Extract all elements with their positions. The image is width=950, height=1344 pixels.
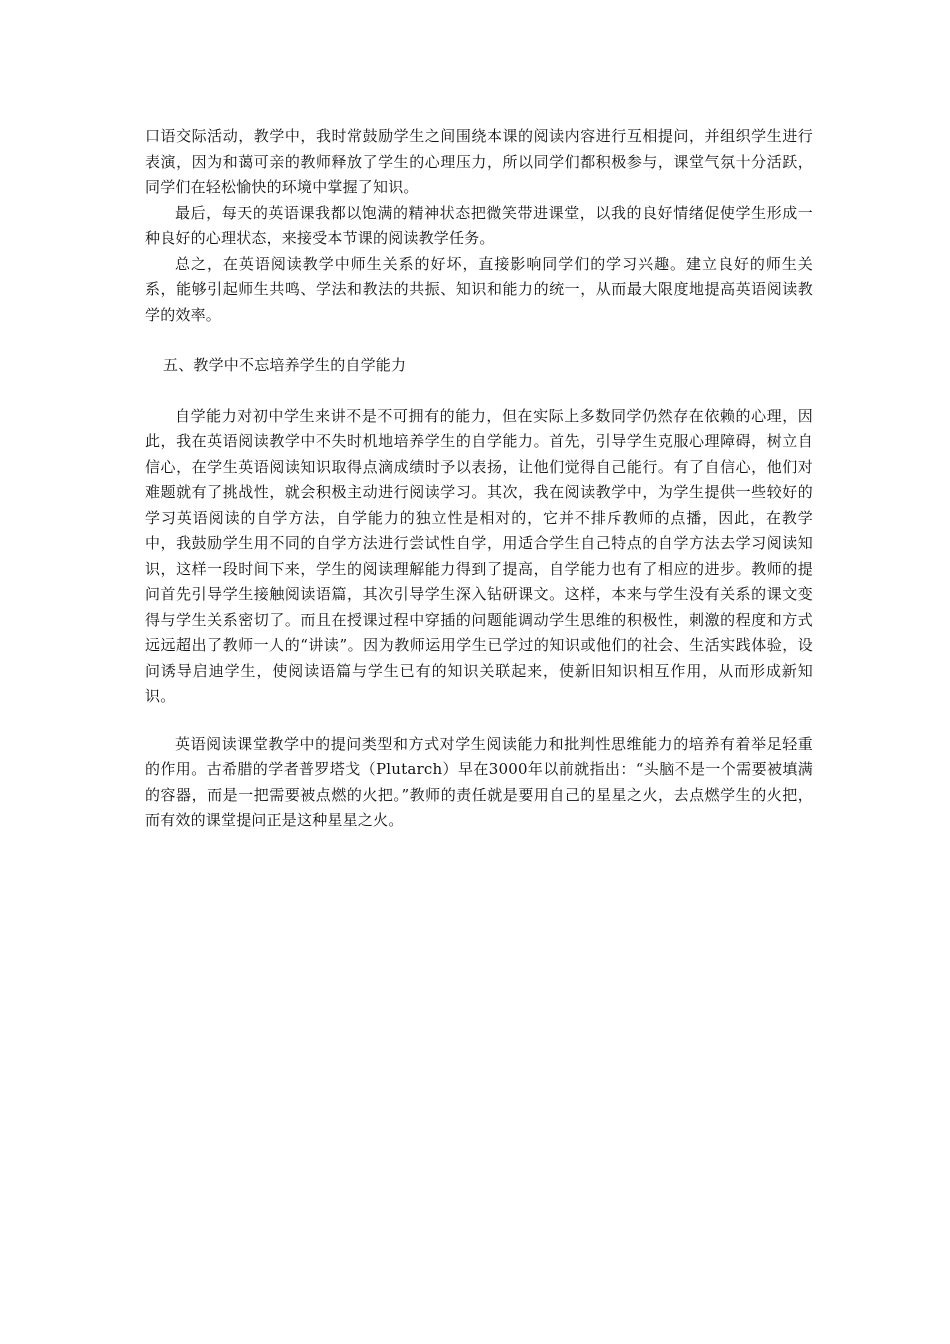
paragraph-teacher-student-relation: 总之，在英语阅读教学中师生关系的好坏，直接影响同学们的学习兴趣。建立良好的师生关系，能够引起师生共鸣、学法和教法的共振、知识和能力的统一，从而最大限度地提高英语阅读教学的效率。 [145, 254, 813, 324]
spacer [145, 379, 813, 404]
document-body [145, 124, 813, 834]
paragraph-conclusion: 英语阅读课堂教学中的提问类型和方式对学生阅读能力和批判性思维能力的培养有着举足轻重的作用。古希腊的学者普罗塔戈（Plutarch）早在3000年以前就指出：“头脑不是一个需要被填满的容器，而是一把需要被点燃的火把。”教师的责任就是要用自己的星星之火，去点燃学生的火把，而有效的课堂提问正是这种星星之火。 [145, 734, 813, 829]
spacer [145, 710, 813, 732]
spacer [145, 328, 813, 353]
section-heading-self-study: 五、教学中不忘培养学生的自学能力 [163, 356, 407, 374]
paragraph-oral-activity: 口语交际活动，教学中，我时常鼓励学生之间围绕本课的阅读内容进行互相提问，并组织学生进行表演，因为和蔼可亲的教师释放了学生的心理压力，所以同学们都积极参与，课堂气氛十分活跃，同学们在轻松愉快的环境中掌握了知识。 [145, 127, 813, 196]
paragraph-smile-classroom: 最后，每天的英语课我都以饱满的精神状态把微笑带进课堂，以我的良好情绪促使学生形成一种良好的心理状态，来接受本节课的阅读教学任务。 [145, 203, 813, 247]
paragraph-self-study-ability: 自学能力对初中学生来讲不是不可拥有的能力，但在实际上多数同学仍然存在依赖的心理，因此，我在英语阅读教学中不失时机地培养学生的自学能力。首先，引导学生克服心理障碍，树立自信心，在学生英语阅读知识取得点滴成绩时予以表扬，让他们觉得自己能行。有了自信心，他们对难题就有了挑战性，就会积极主动进行阅读学习。其次，我在阅读教学中，为学生提供一些较好的学习英语阅读的自学方法，自学能力的独立性是相对的，它并不排斥教师的点播，因此，在教学中，我鼓励学生用不同的自学方法进行尝试性自学，用适合学生自己特点的自学方法去学习阅读知识，这样一段时间下来，学生的阅读理解能力得到了提高，自学能力也有了相应的进步。教师的提问首先引导学生接触阅读语篇，其次引导学生深入钻研课文。这样，本来与学生没有关系的课文变得与学生关系密切了。而且在授课过程中穿插的问题能调动学生思维的积极性，刺激的程度和方式远远超出了教师一人的“讲读”。因为教师运用学生已学过的知识或他们的社会、生活实践体验，设问诱导启迪学生，使阅读语篇与学生已有的知识关联起来，使新旧知识相互作用，从而形成新知识。 [145, 406, 813, 705]
